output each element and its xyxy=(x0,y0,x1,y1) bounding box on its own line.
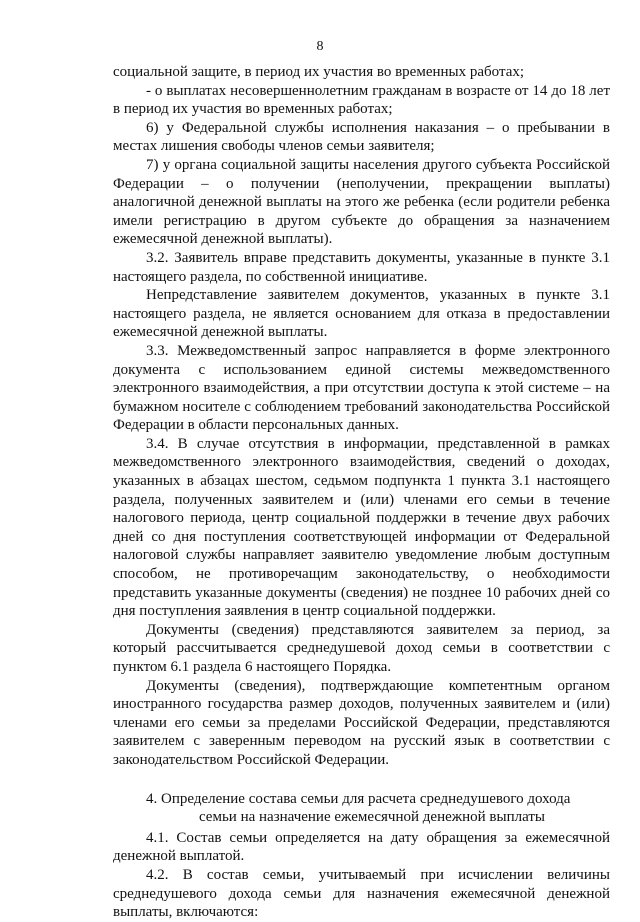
paragraph-foreign-documents: Документы (сведения), подтверждающие компетентным органом иностранного государства размер доходов, полученных заявителем и (или) членами его семьи за пределами Российской Федерации, представляются заявителем с заверенным переводом на русский язык в соответствии с законодательством Российской Федерации. xyxy=(113,677,610,768)
section-4-heading-line1: 4. Определение состава семьи для расчета среднедушевого дохода xyxy=(146,790,571,807)
document-body xyxy=(113,63,610,922)
paragraph-4-1: 4.1. Состав семьи определяется на дату обращения за ежемесячной денежной выплатой. xyxy=(113,829,610,865)
paragraph-4-2: 4.2. В состав семьи, учитываемый при исчислении величины среднедушевого дохода семьи для назначения ежемесячной денежной выплаты, включаются: xyxy=(113,866,610,921)
section-4-heading-line2: семьи на назначение ежемесячной денежной выплаты xyxy=(198,809,546,826)
paragraph-item-7: 7) у органа социальной защиты населения другого субъекта Российской Федерации – о получении (неполучении, прекращении выплаты) аналогичной денежной выплаты на этого же ребенка (если родители ребенка имели регистрацию в другом субъекте до обращения за назначением ежемесячной денежной выплаты). xyxy=(113,156,610,248)
paragraph-minors-payments: - о выплатах несовершеннолетним гражданам в возрасте от 14 до 18 лет в период их участия во временных работах; xyxy=(113,82,610,118)
paragraph-documents-period: Документы (сведения) представляются заявителем за период, за который рассчитывается среднедушевой доход семьи в соответствии с пунктом 6.1 раздела 6 настоящего Порядка. xyxy=(113,621,610,675)
paragraph-nonsubmission: Непредставление заявителем документов, указанных в пункте 3.1 настоящего раздела, не является основанием для отказа в предоставлении ежемесячной денежной выплаты. xyxy=(113,287,610,341)
paragraph-continuation: социальной защите, в период их участия во временных работах; xyxy=(113,64,525,80)
page-number: 8 xyxy=(316,39,324,54)
paragraph-3-3: 3.3. Межведомственный запрос направляется в форме электронного документа с использованием единой системы межведомственного электронного взаимодействия, а при отсутствии доступа к этой системе – на бумажном носителе с соблюдением требований законодательства Российской Федерации в области персональных данных. xyxy=(113,342,610,434)
section-4-heading xyxy=(113,790,610,827)
paragraph-3-2: 3.2. Заявитель вправе представить документы, указанные в пункте 3.1 настоящего раздела, по собственной инициативе. xyxy=(113,249,610,285)
paragraph-3-4: 3.4. В случае отсутствия в информации, представленной в рамках межведомственного электронного взаимодействия, сведений о доходах, указанных в абзацах шестом, седьмом подпункта 1 пункта 3.1 настоящего раздела, полученных заявителем и (или) членами его семьи в течение налогового периода, центр социальной поддержки в течение двух рабочих дней со дня поступления соответствующей информации от Федеральной налоговой службы направляет заявителю уведомление любым доступным способом, не противоречащим законодательству, о необходимости представить указанные документы (сведения) не позднее 10 рабочих дней со дня поступления заявления в центр социальной поддержки. xyxy=(113,435,610,620)
paragraph-item-6: 6) у Федеральной службы исполнения наказания – о пребывании в местах лишения свободы членов семьи заявителя; xyxy=(113,119,610,155)
